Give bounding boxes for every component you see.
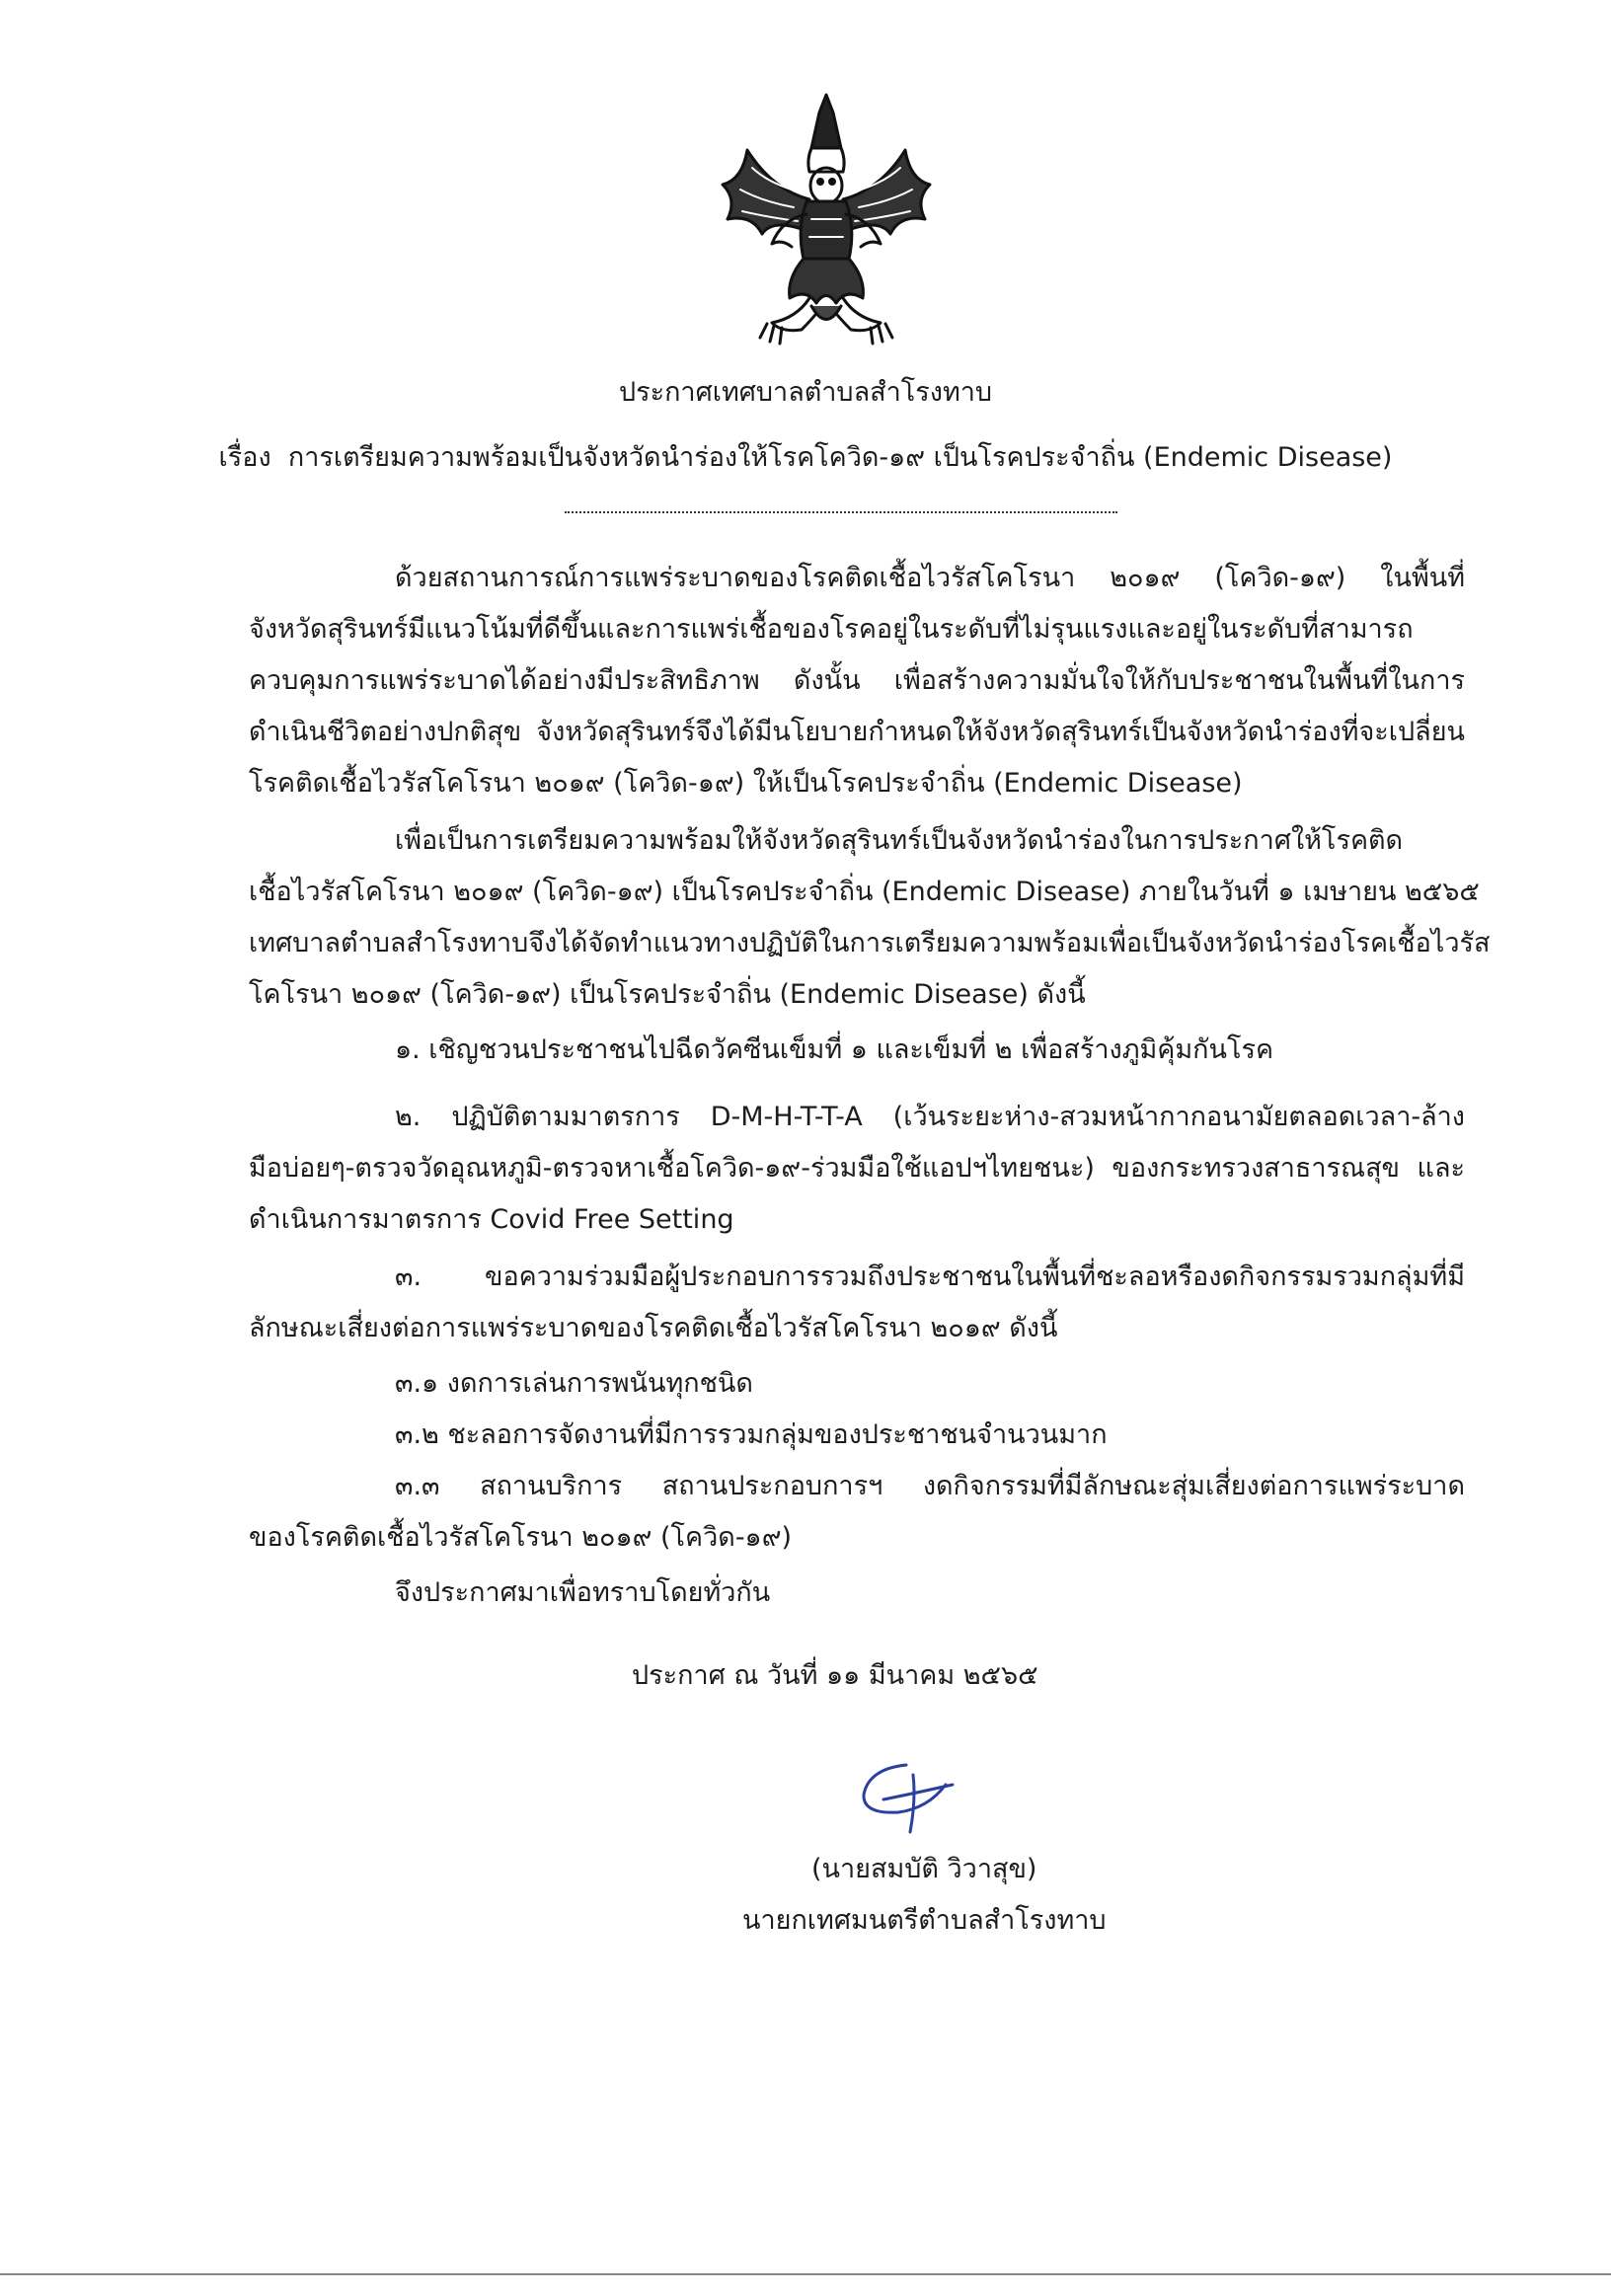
- paragraph-2: [249, 815, 1491, 1021]
- signer-name: (นายสมบัติ วิวาสุข): [811, 1854, 1037, 1884]
- paragraph-1-line: ควบคุมการแพร่ระบาดได้อย่างมีประสิทธิภาพ ดังนั้น เพื่อสร้างความมั่นใจให้กับประชาชนในพื้นที่ในการ: [249, 665, 1465, 696]
- separator-dotted-line: [565, 503, 1117, 513]
- list-item-2-line: มือบ่อยๆ-ตรวจวัดอุณหภูมิ-ตรวจหาเชื้อโควิด-๑๙-ร่วมมือใช้แอปฯไทยชนะ) ของกระทรวงสาธารณสุข และ: [249, 1153, 1465, 1184]
- closing-text: จึงประกาศมาเพื่อทราบโดยทั่วกัน: [395, 1577, 771, 1608]
- paragraph-1-line: ดำเนินชีวิตอย่างปกติสุข จังหวัดสุรินทร์จึงได้มีนโยบายกำหนดให้จังหวัดสุรินทร์เป็นจังหวัดนำร่องที่จะเปลี่ยน: [249, 717, 1465, 747]
- paragraph-2-line: เพื่อเป็นการเตรียมความพร้อมให้จังหวัดสุรินทร์เป็นจังหวัดนำร่องในการประกาศให้โรคติด: [395, 825, 1404, 856]
- paragraph-2-line: โคโรนา ๒๐๑๙ (โควิด-๑๙) เป็นโรคประจำถิ่น (Endemic Disease) ดังนี้: [249, 979, 1086, 1010]
- signer-position: นายกเทศมนตรีตำบลสำโรงทาบ: [742, 1905, 1107, 1936]
- sub-item-3-3-line: ของโรคติดเชื้อไวรัสโคโรนา ๒๐๑๙ (โควิด-๑๙): [249, 1522, 793, 1553]
- issuer-title: ประกาศเทศบาลตำบลสำโรงทาบ: [618, 377, 993, 408]
- list-item-3: [249, 1252, 1465, 1354]
- sub-item-3-1: ๓.๑ งดการเล่นการพนันทุกชนิด: [395, 1368, 753, 1399]
- announcement-date: ประกาศ ณ วันที่ ๑๑ มีนาคม ๒๕๖๕: [632, 1660, 1038, 1691]
- handwritten-signature-icon: [839, 1745, 977, 1844]
- paragraph-1-line: โรคติดเชื้อไวรัสโคโรนา ๒๐๑๙ (โควิด-๑๙) ให้เป็นโรคประจำถิ่น (Endemic Disease): [249, 768, 1243, 799]
- list-item-3-line: ลักษณะเสี่ยงต่อการแพร่ระบาดของโรคติดเชื้อไวรัสโคโรนา ๒๐๑๙ ดังนี้: [249, 1313, 1058, 1343]
- paragraph-2-line: เชื้อไวรัสโคโรนา ๒๐๑๙ (โควิด-๑๙) เป็นโรคประจำถิ่น (Endemic Disease) ภายในวันที่ ๑ เมษายน ๒๕๖๕: [249, 877, 1480, 907]
- paragraph-1: [249, 553, 1465, 809]
- list-item-2-line: ๒. ปฏิบัติตามมาตรการ D-M-H-T-T-A (เว้นระยะห่าง-สวมหน้ากากอนามัยตลอดเวลา-ล้าง: [395, 1102, 1465, 1132]
- scan-edge-line: [0, 2273, 1611, 2275]
- subject-line: [0, 438, 1611, 478]
- paragraph-1-line: ด้วยสถานการณ์การแพร่ระบาดของโรคติดเชื้อไวรัสโคโรนา ๒๐๑๙ (โควิด-๑๙) ในพื้นที่: [395, 563, 1465, 593]
- sub-item-3-3: [249, 1461, 1465, 1564]
- sub-item-3-2: ๓.๒ ชะลอการจัดงานที่มีการรวมกลุ่มของประชาชนจำนวนมาก: [395, 1419, 1108, 1450]
- garuda-emblem-icon: [713, 91, 940, 347]
- subject-label: เรื่อง: [218, 442, 271, 473]
- list-item-3-line: ๓. ขอความร่วมมือผู้ประกอบการรวมถึงประชาชนในพื้นที่ชะลอหรืองดกิจกรรมรวมกลุ่มที่มี: [395, 1262, 1465, 1292]
- list-item-2: [249, 1092, 1465, 1246]
- sub-item-3-3-line: ๓.๓ สถานบริการ สถานประกอบการฯ งดกิจกรรมที่มีลักษณะสุ่มเสี่ยงต่อการแพร่ระบาด: [395, 1471, 1465, 1501]
- paragraph-2-line: เทศบาลตำบลสำโรงทาบจึงได้จัดทำแนวทางปฏิบัติในการเตรียมความพร้อมเพื่อเป็นจังหวัดนำร่องโรคเชื้อไวรัส: [249, 928, 1491, 958]
- subject-text: การเตรียมความพร้อมเป็นจังหวัดนำร่องให้โรคโควิด-๑๙ เป็นโรคประจำถิ่น (Endemic Disease): [287, 442, 1393, 473]
- list-item-2-line: ดำเนินการมาตรการ Covid Free Setting: [249, 1204, 734, 1235]
- list-item-1: ๑. เชิญชวนประชาชนไปฉีดวัคซีนเข็มที่ ๑ และเข็มที่ ๒ เพื่อสร้างภูมิคุ้มกันโรค: [395, 1034, 1274, 1065]
- paragraph-1-line: จังหวัดสุรินทร์มีแนวโน้มที่ดีขึ้นและการแพร่เชื้อของโรคอยู่ในระดับที่ไม่รุนแรงและอยู่ในระดับที่สามารถ: [249, 614, 1414, 645]
